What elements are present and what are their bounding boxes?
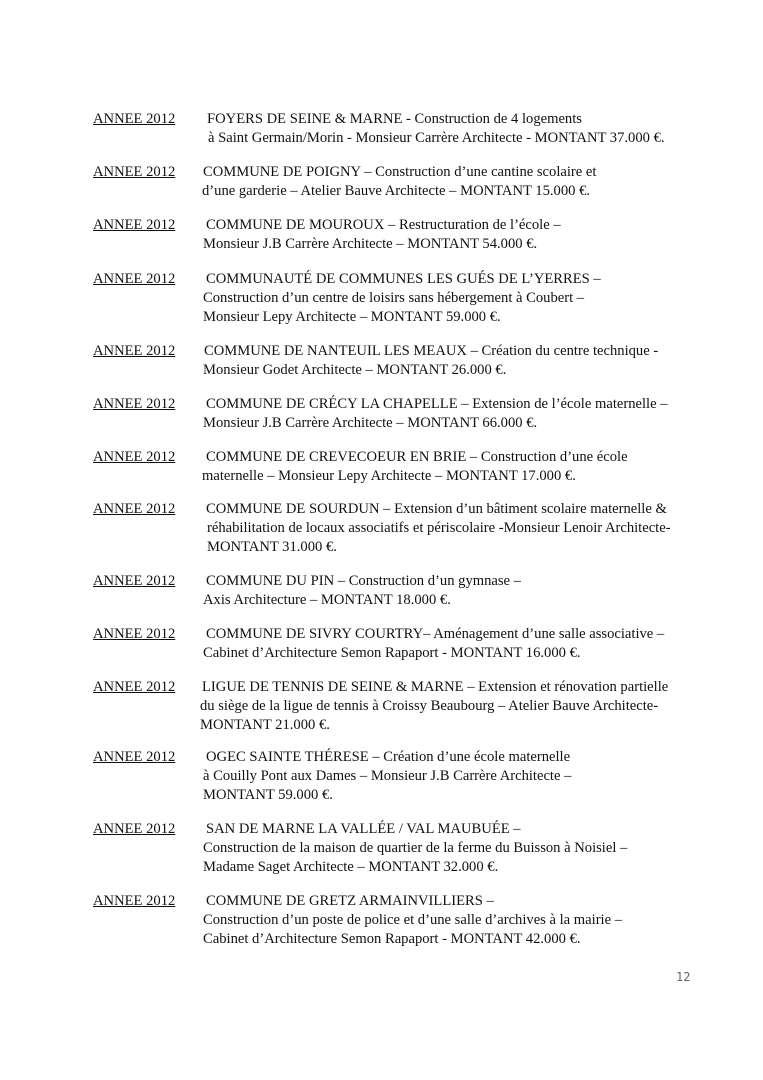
entry-line: maternelle – Monsieur Lepy Architecte – MONTANT 17.000 €. (202, 468, 576, 484)
entry-line: Monsieur Godet Architecte – MONTANT 26.000 €. (203, 362, 507, 378)
entry-year: ANNEE 2012 (93, 396, 176, 412)
entry-description (199, 892, 622, 949)
entry-year: ANNEE 2012 (93, 573, 176, 589)
entry-year: ANNEE 2012 (93, 626, 176, 642)
entry-line: MONTANT 31.000 €. (207, 539, 337, 555)
entry-line: COMMUNE DE CREVECOEUR EN BRIE – Construction d’une école (206, 449, 628, 465)
entry-line: SAN DE MARNE LA VALLÉE / VAL MAUBUÉE – (206, 821, 521, 837)
entry-line: COMMUNE DE SIVRY COURTRY– Aménagement d’une salle associative – (206, 626, 665, 642)
entry-line: Construction d’un poste de police et d’une salle d’archives à la mairie – (203, 912, 623, 928)
entry-line: Monsieur J.B Carrère Architecte – MONTANT 54.000 €. (203, 236, 538, 252)
entry-year: ANNEE 2012 (93, 111, 176, 127)
entry-line: Construction d’un centre de loisirs sans hébergement à Coubert – (203, 290, 585, 306)
entry-line: FOYERS DE SEINE & MARNE - Construction de 4 logements (207, 111, 582, 127)
entry-line: Madame Saget Architecte – MONTANT 32.000 €. (203, 859, 499, 875)
entry-description (199, 820, 627, 877)
entry-line: Cabinet d’Architecture Semon Rapaport - MONTANT 16.000 €. (203, 645, 581, 661)
entry-description (199, 625, 664, 663)
entry-line: à Couilly Pont aux Dames – Monsieur J.B Carrère Architecte – (203, 768, 572, 784)
entry-line: LIGUE DE TENNIS DE SEINE & MARNE – Extension et rénovation partielle (202, 679, 669, 695)
entry-line: à Saint Germain/Morin - Monsieur Carrère Architecte - MONTANT 37.000 €. (208, 130, 665, 146)
entry-line: Monsieur Lepy Architecte – MONTANT 59.000 €. (203, 309, 501, 325)
entry-year: ANNEE 2012 (93, 821, 176, 837)
entry-year: ANNEE 2012 (93, 893, 176, 909)
entry-year: ANNEE 2012 (93, 343, 176, 359)
entry-description (199, 572, 521, 610)
entry-description (199, 216, 561, 254)
entry-year: ANNEE 2012 (93, 501, 176, 517)
page-number: 12 (676, 970, 691, 984)
entry-line: d’une garderie – Atelier Bauve Architecte – MONTANT 15.000 €. (202, 183, 591, 199)
entry-line: COMMUNE DE GRETZ ARMAINVILLIERS – (206, 893, 494, 909)
entry-line: MONTANT 21.000 €. (200, 717, 330, 733)
entry-line: OGEC SAINTE THÉRESE – Création d’une école maternelle (206, 749, 571, 765)
entry-description (199, 448, 628, 486)
entry-line: COMMUNE DE SOURDUN – Extension d’un bâtiment scolaire maternelle & (206, 501, 667, 517)
entry-line: réhabilitation de locaux associatifs et périscolaire -Monsieur Lenoir Architecte- (207, 520, 671, 536)
entry-line: Axis Architecture – MONTANT 18.000 €. (203, 592, 451, 608)
entry-line: Cabinet d’Architecture Semon Rapaport - MONTANT 42.000 €. (203, 931, 581, 947)
entry-year: ANNEE 2012 (93, 679, 176, 695)
entry-year: ANNEE 2012 (93, 217, 176, 233)
entry-year: ANNEE 2012 (93, 749, 176, 765)
entry-line: MONTANT 59.000 €. (203, 787, 333, 803)
entry-year: ANNEE 2012 (93, 449, 176, 465)
entry-description (199, 163, 596, 201)
entry-line: COMMUNE DE POIGNY – Construction d’une cantine scolaire et (203, 164, 597, 180)
entry-year: ANNEE 2012 (93, 164, 176, 180)
entry-description (199, 395, 668, 433)
entry-line: Construction de la maison de quartier de la ferme du Buisson à Noisiel – (203, 840, 628, 856)
entry-line: COMMUNE DE CRÉCY LA CHAPELLE – Extension de l’école maternelle – (206, 396, 668, 412)
entry-description (199, 678, 668, 735)
entry-line: Monsieur J.B Carrère Architecte – MONTANT 66.000 €. (203, 415, 538, 431)
entry-year: ANNEE 2012 (93, 271, 176, 287)
entry-description (199, 270, 601, 327)
entry-description (199, 500, 671, 557)
entry-line: du siège de la ligue de tennis à Croissy Beaubourg – Atelier Bauve Architecte- (200, 698, 659, 714)
entry-line: COMMUNAUTÉ DE COMMUNES LES GUÉS DE L’YERRES – (206, 271, 601, 287)
entry-description (199, 110, 665, 148)
entry-description (199, 748, 571, 805)
entry-line: COMMUNE DE NANTEUIL LES MEAUX – Création du centre technique - (204, 343, 659, 359)
entry-description (199, 342, 658, 380)
entry-line: COMMUNE DU PIN – Construction d’un gymnase – (206, 573, 521, 589)
entry-line: COMMUNE DE MOUROUX – Restructuration de l’école – (206, 217, 561, 233)
